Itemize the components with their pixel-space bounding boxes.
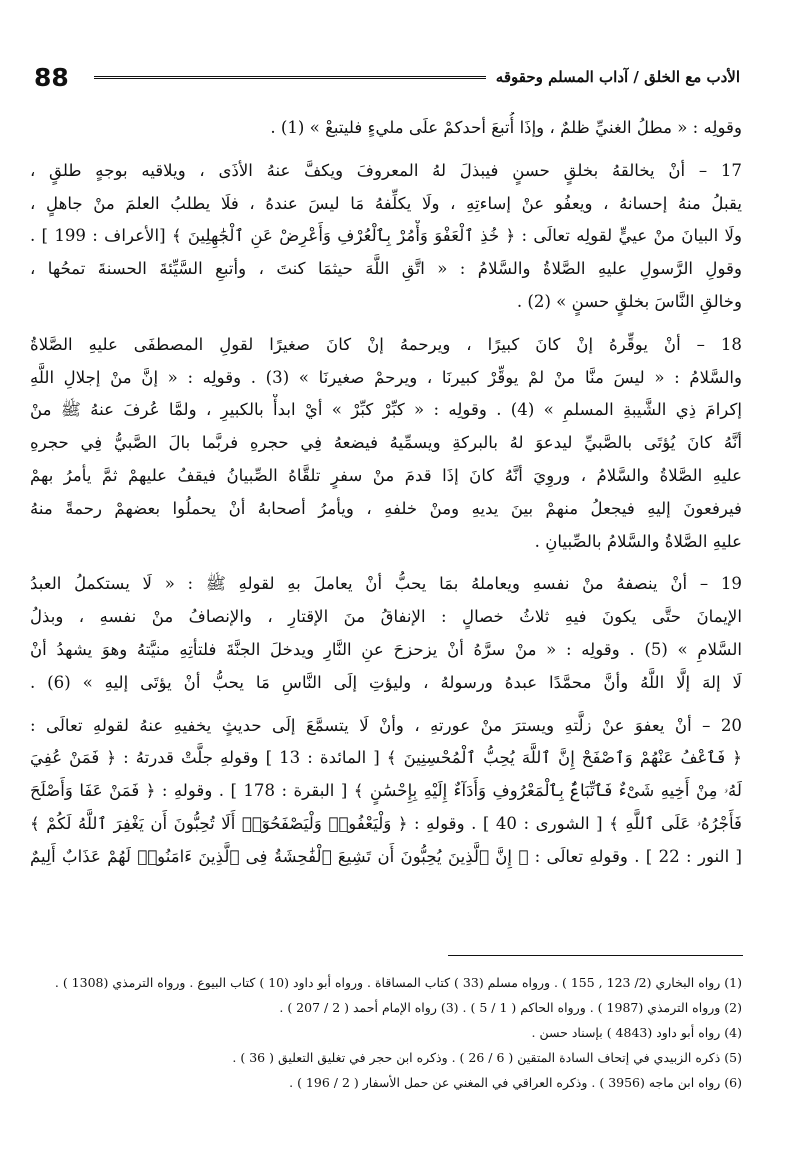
text-line: 18 – أنْ يوقِّرهُ إنْ كانَ كبيرًا ، ويرحمهُ إنْ كانَ صغيرًا لقولِ المصطفَى عليهِ الصَّلاةُ bbox=[30, 334, 742, 354]
running-header bbox=[34, 62, 740, 92]
text-line: عليهِ الصَّلاةُ والسَّلامُ ، وروِيَ أنَّهُ كانَ إذَا قدمَ منْ سفرٍ تلقَّاهُ الصِّبيانُ فيقفُ عليهمْ ثمَّ يأمرُ بهمْ bbox=[30, 465, 742, 485]
footnote-separator bbox=[448, 955, 743, 956]
text-line: ﴿ فَٱعْفُ عَنْهُمْ وَٱصْفَحْ إِنَّ ٱللَّهَ يُحِبُّ ٱلْمُحْسِنِينَ ﴾ [ المائدة : 13 ] وقولهِ جلَّتْ قدرتهُ : ﴿ فَمَنْ عُفِيَ bbox=[30, 748, 742, 768]
text-line: الإيمانَ حتَّى يكونَ فيهِ ثلاثُ خصالٍ : الإنفاقُ منَ الإقتارِ ، والإنصافُ منْ نفسهِ ، وبذلُ bbox=[30, 607, 742, 627]
text-line: إكرامَ ذِي الشَّيبةِ المسلمِ » (4) . وقولِه : « كبِّرْ كبِّرْ » أيْ ابدأْ بالكبيرِ ، ولمَّا عُرفَ عنهُ ﷺ منْ bbox=[30, 400, 742, 420]
text-line: [ النور : 22 ] . وقولهِ تعالَى : ﴿ إِنَّ ٱلَّذِينَ يُحِبُّونَ أَن تَشِيعَ ٱلْفَٰحِشَةُ فِى ٱلَّذِينَ ءَامَنُوا۟ لَهُمْ عَذَابٌ أَلِيمٌ bbox=[30, 846, 742, 866]
header-rule bbox=[94, 76, 486, 79]
page-number: 88 bbox=[34, 62, 69, 92]
paragraph bbox=[30, 710, 742, 874]
text-line: وقولِه : « مطلُ الغنيِّ ظلمٌ ، وإذَا أُتبعَ أحدكمْ علَى مليءٍ فليتبعْ » (1) . bbox=[270, 118, 742, 137]
text-line: وخالقِ النَّاسَ بخلقٍ حسنٍ » (2) . bbox=[516, 291, 742, 311]
text-line: والسَّلامُ : « ليسَ منَّا منْ لمْ يوقِّرْ كبيرنَا ، ويرحمْ صغيرنَا » (3) . وقولِه : « إنَّ منْ إجلالِ اللَّهِ bbox=[30, 367, 742, 387]
text-line: عليهِ الصَّلاةُ والسَّلامُ بالصِّبيانِ . bbox=[534, 531, 742, 551]
text-line: فيرفعونَ إليهِ فيجعلُ منهمْ بينَ يديهِ ومنْ خلفهِ ، ويأمرُ أصحابهُ أنْ يحملُوا بعضهمْ رحمةً منهُ bbox=[30, 498, 742, 518]
footnote: (6) رواه ابن ماجه (3956 ) . وذكره العراقي في المغني عن حمل الأسفار ( 2 / 196 ) . bbox=[289, 1075, 742, 1090]
text-line: يقبلُ منهُ إحسانهُ ، ويعفُو عنْ إساءتِهِ ، ولَا يكلِّفهُ مَا ليسَ عندهُ ، فلَا يطلبُ العلمَ منْ جاهلٍ ، bbox=[30, 193, 742, 213]
footnotes bbox=[30, 970, 742, 1095]
paragraph bbox=[30, 155, 742, 319]
text-line: 19 – أنْ ينصفهُ منْ نفسهِ ويعاملهُ بمَا يحبُّ أنْ يعاملَ بهِ لقولهِ ﷺ : « لَا يستكملُ العبدُ bbox=[30, 574, 742, 594]
text-line: لَهُۥ مِنْ أَخِيهِ شَىْءٌ فَٱتِّبَاعٌۢ بِٱلْمَعْرُوفِ وَأَدَآءٌ إِلَيْهِ بِإِحْسَٰنٍ ﴾ [ البقرة : 178 ] . وقولهِ : ﴿ فَمَنْ عَفَا وَأَصْلَحَ bbox=[30, 781, 742, 801]
text-line: وقولِ الرَّسولِ عليهِ الصَّلاةُ والسَّلامُ : « اتَّقِ اللَّهَ حيثمَا كنتَ ، وأتبعِ السَّيِّئةَ الحسنةَ تمحُها ، bbox=[30, 259, 742, 279]
paragraph bbox=[30, 112, 742, 145]
text-line: أنَّهُ كانَ يُؤتَى بالصَّبيِّ ليدعوَ لهُ بالبركةِ ويسمِّيهُ فيضعهُ فِي حجرهِ فربَّما بالَ الصَّبيُّ فِي حجرهِ bbox=[30, 433, 742, 453]
footnote: (2) ورواه الترمذي (1987 ) . ورواه الحاكم ( 1 / 5 ) . (3) رواه الإمام أحمد ( 2 / 207 ) . bbox=[279, 1000, 742, 1015]
footnote: (1) رواه البخاري (2/ 123 , 155 ) . ورواه مسلم (33 ) كتاب المساقاة . ورواه أبو داود (10 ) كتاب البيوع . ورواه الترمذي (1308 ) . bbox=[54, 975, 742, 990]
text-line: فَأَجْرُهُۥ عَلَى ٱللَّهِ ﴾ [ الشورى : 40 ] . وقولهِ : ﴿ وَلْيَعْفُوا۟ وَلْيَصْفَحُوٓا۟ أَلَا تُحِبُّونَ أَن يَغْفِرَ ٱللَّهُ لَكُمْ ﴾ bbox=[30, 813, 742, 833]
running-title: الأدب مع الخلق / آداب المسلم وحقوقه bbox=[495, 68, 740, 86]
paragraph bbox=[30, 568, 742, 699]
text-line: ولَا البيانَ منْ عييٍّ لقولِه تعالَى : ﴿ خُذِ ٱلْعَفْوَ وَأْمُرْ بِٱلْعُرْفِ وَأَعْرِضْ عَنِ ٱلْجَٰهِلِينَ ﴾ [الأعراف : 199 ] . bbox=[30, 226, 742, 246]
footnote: (5) ذكره الزبيدي في إتحاف السادة المتقين ( 6 / 26 ) . وذكره ابن حجر في تغليق التعليق ( 36 ) . bbox=[232, 1050, 742, 1065]
paragraph bbox=[30, 329, 742, 559]
main-text bbox=[30, 112, 742, 874]
text-line: لَا إلهَ إلَّا اللَّهُ وأنَّ محمَّدًا عبدهُ ورسولهُ ، وليؤتِ إلَى النَّاسِ مَا يحبُّ أنْ يؤتَى إليهِ » (6) . bbox=[30, 672, 742, 692]
text-line: السَّلامِ » (5) . وقولِه : « منْ سرَّهُ أنْ يزحزحَ عنِ النَّارِ ويدخلَ الجنَّةَ فلتأتِهِ منيَّتهُ وهوَ يشهدُ أنْ bbox=[30, 639, 742, 659]
text-line: 20 – أنْ يعفوَ عنْ زلَّتهِ ويسترَ منْ عورتهِ ، وأنْ لَا يتسمَّعَ إلَى حديثٍ يخفيهِ عنهُ لقولهِ تعالَى : bbox=[30, 715, 742, 735]
text-line: 17 – أنْ يخالقهُ بخلقٍ حسنٍ فيبذلَ لهُ المعروفَ ويكفَّ عنهُ الأذَى ، ويلاقيه بوجهٍ طلقٍ ، bbox=[30, 160, 742, 180]
footnote: (4) رواه أبو داود (4843 ) بإسناد حسن . bbox=[531, 1025, 742, 1040]
